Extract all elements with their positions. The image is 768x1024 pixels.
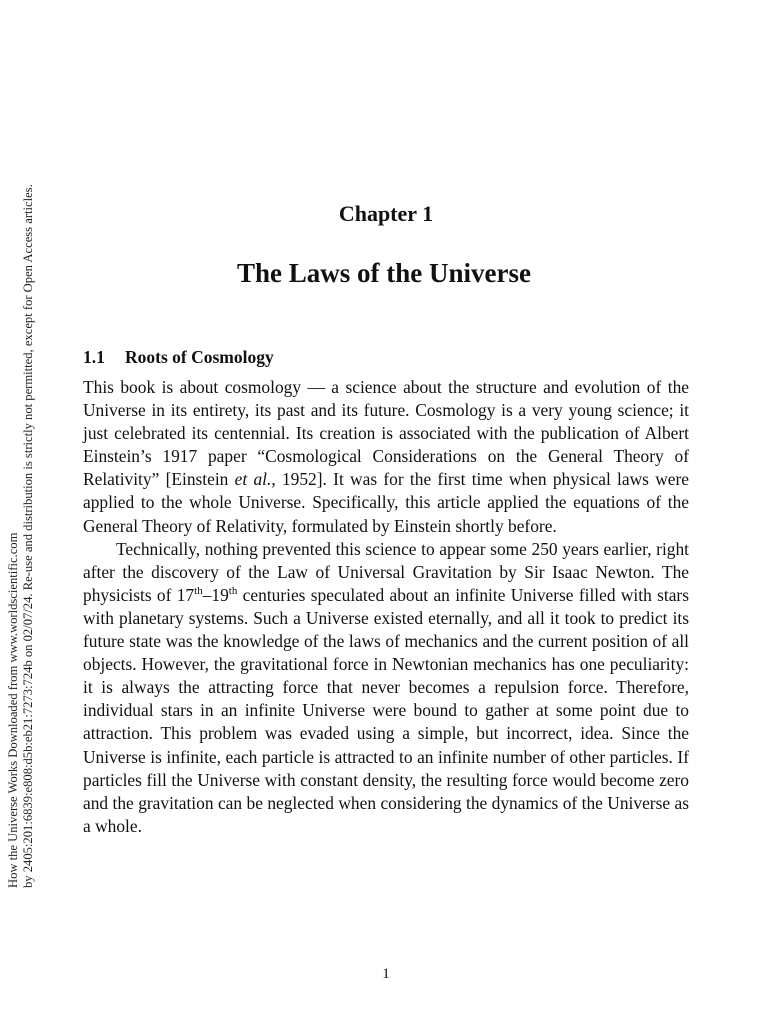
page-number: 1 (382, 966, 390, 982)
section-title: Roots of Cosmology (125, 347, 274, 367)
century-dash: –19 (202, 584, 229, 605)
paragraph-1 (83, 376, 689, 538)
download-notice (4, 0, 44, 1024)
paragraph-2-part-2: centuries speculated about an infinite Universe filled with stars with planetary systems. Such a Universe existed eternally, and all it took to predict its future state was the knowledge of the laws of mechanics and the current position of all objects. However, the gravitational force in Newtonian mechanics has one peculiarity: it is always the attracting force that never becomes a repulsion force. Therefore, individual stars in an infinite Universe were bound to gather at some point due to attraction. This problem was evaded using a simple, but incorrect, idea. Since the Universe is infinite, each particle is attracted to an infinite number of other particles. If particles fill the Universe with constant density, the resulting force would become zero and the gravitation can be neglected when considering the dynamics of the Universe as a whole. (83, 584, 689, 836)
paragraph-1-end: , 1952]. It was for the first time when physical laws were applied to the whole Universe. Specifically, this article applied the equations of the General Theory of Relativity, formulated by Einstein shortly before. (83, 469, 689, 536)
citation-et-al: et al. (234, 469, 272, 490)
superscript-th-1: th (194, 584, 203, 597)
chapter-title: The Laws of the Universe (237, 258, 531, 288)
download-notice-line-1: How the Universe Works Downloaded from www.worldscientific.com (6, 532, 20, 888)
section-heading (83, 347, 274, 368)
superscript-th-2: th (228, 584, 238, 597)
chapter-label: Chapter 1 (338, 201, 434, 226)
paragraph-2-part-1: Technically, nothing prevented this science to appear some 250 years earlier, right after the discovery of the Law of Universal Gravitation by Sir Isaac Newton. The physicists of 17 (83, 538, 689, 605)
paragraph-1-main: This book is about cosmology — a science about the structure and evolution of the Universe in its entirety, its past and its future. Cosmology is a very young science; it just celebrated its centennial. Its creation is associated with the publication of Albert Einstein’s 1917 paper “Cosmological Considerations on the General Theory of Relativity” [Einstein (83, 377, 689, 490)
download-notice-text (6, 128, 36, 888)
section-number: 1.1 (83, 347, 105, 367)
body-text (83, 376, 689, 838)
paragraph-2 (83, 538, 689, 838)
download-notice-line-2: by 2405:201:6839:e808:d5b:eb21:7273:724b on 02/07/24. Re-use and distribution is strictly not permitted, except for Open Access articles. (21, 184, 35, 888)
